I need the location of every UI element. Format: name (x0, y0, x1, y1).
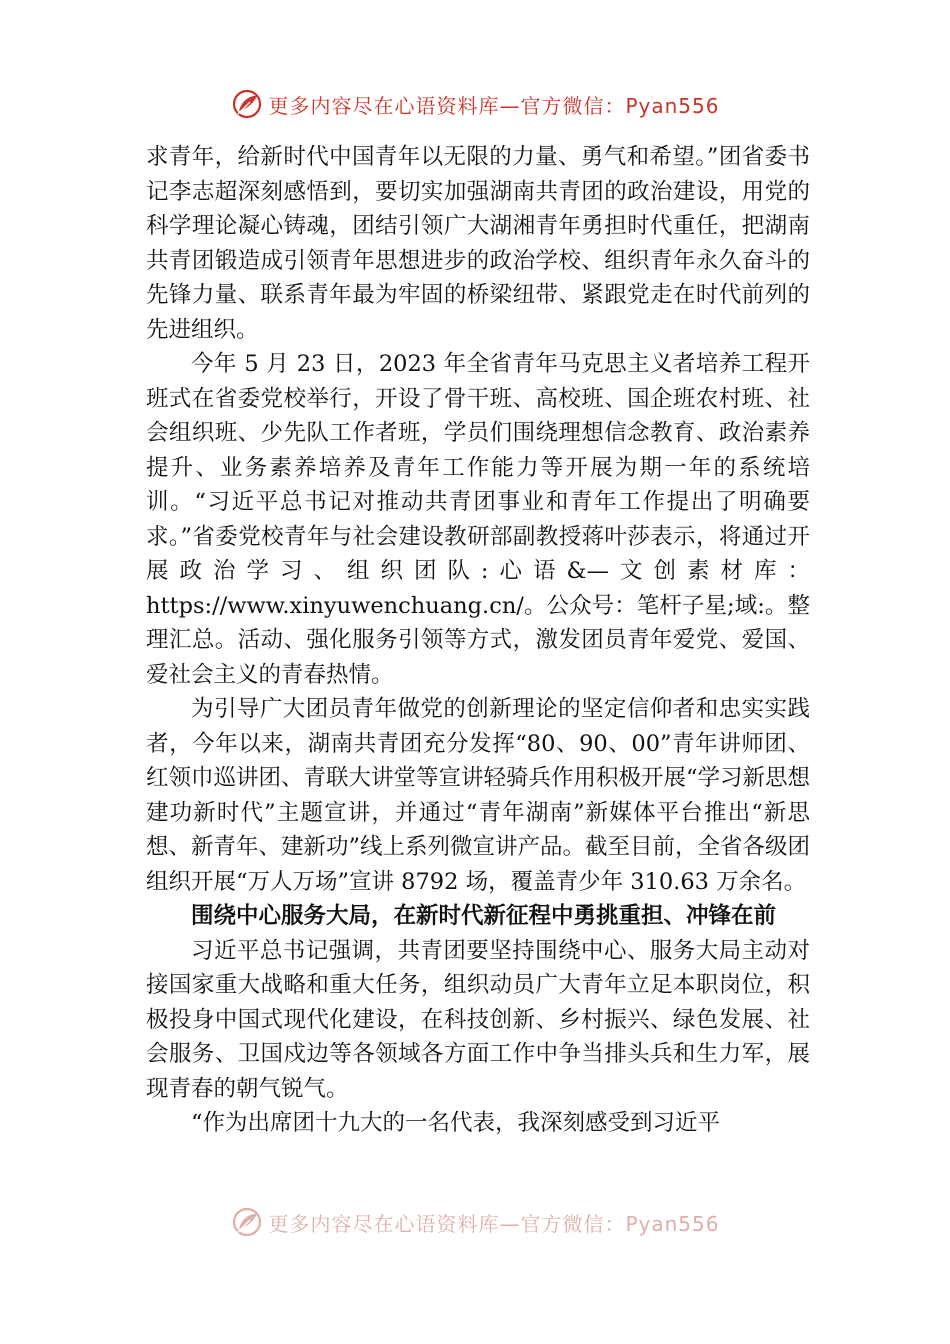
watermark-header (0, 82, 950, 126)
watermark-footer (0, 1200, 950, 1244)
paragraph: 为引导广大团员青年做党的创新理论的坚定信仰者和忠实实践者，今年以来，湖南共青团充分发挥“80、90、00”青年讲师团、红领巾巡讲团、青联大讲堂等宣讲轻骑兵作用积极开展“学习新思想 建功新时代”主题宣讲，并通过“青年湖南”新媒体平台推出“新思想、新青年、建新功”线上系列微宣讲产品。截至目前，全省各级团组织开展“万人万场”宣讲 8792 场，覆盖青少年 310.63 万余名。 (146, 696, 811, 895)
leaf-logo-icon (230, 1205, 264, 1239)
paragraph: 今年 5 月 23 日，2023 年全省青年马克思主义者培养工程开班式在省委党校举行，开设了骨干班、高校班、国企班农村班、社会组织班、少先队工作者班，学员们围绕理想信念教育、政治素养提升、业务素养培养及青年工作能力等开展为期一年的系统培训。“习近平总书记对推动共青团事业和青年工作提出了明确要求。”省委党校青年与社会建设教研部副教授蒋叶莎表示，将通过开展政治学习、组织团队:心语&—文创素材库：https://www.xinyuwenchuang.cn/。公众号：笔杆子星;域:。整理汇总。活动、强化服务引领等方式，激发团员青年爱党、爱国、爱社会主义的青春热情。 (146, 351, 810, 688)
leaf-logo-icon (230, 87, 264, 121)
paragraph-continuation: 求青年，给新时代中国青年以无限的力量、勇气和希望。”团省委书记李志超深刻感悟到，要切实加强湖南共青团的政治建设，用党的科学理论凝心铸魂，团结引领广大湖湘青年勇担时代重任，把湖南共青团锻造成引领青年思想进步的政治学校、组织青年永久奋斗的先锋力量、联系青年最为牢固的桥梁纽带、紧跟党走在时代前列的先进组织。 (146, 144, 810, 343)
paragraph: “作为出席团十九大的一名代表，我深刻感受到习近平 (191, 1110, 721, 1136)
article-body (146, 140, 810, 1141)
paragraph: 习近平总书记强调，共青团要坚持围绕中心、服务大局主动对接国家重大战略和重大任务，组织动员广大青年立足本职岗位，积极投身中国式现代化建设，在科技创新、乡村振兴、绿色发展、社会服务、卫国戍边等各领域各方面工作中争当排头兵和生力军，展现青春的朝气锐气。 (146, 937, 810, 1102)
watermark-text: 更多内容尽在心语资料库—官方微信：Pyan556 (268, 93, 720, 118)
watermark-text: 更多内容尽在心语资料库—官方微信：Pyan556 (268, 1211, 720, 1236)
section-heading: 围绕中心服务大局，在新时代新征程中勇挑重担、冲锋在前 (191, 903, 777, 929)
